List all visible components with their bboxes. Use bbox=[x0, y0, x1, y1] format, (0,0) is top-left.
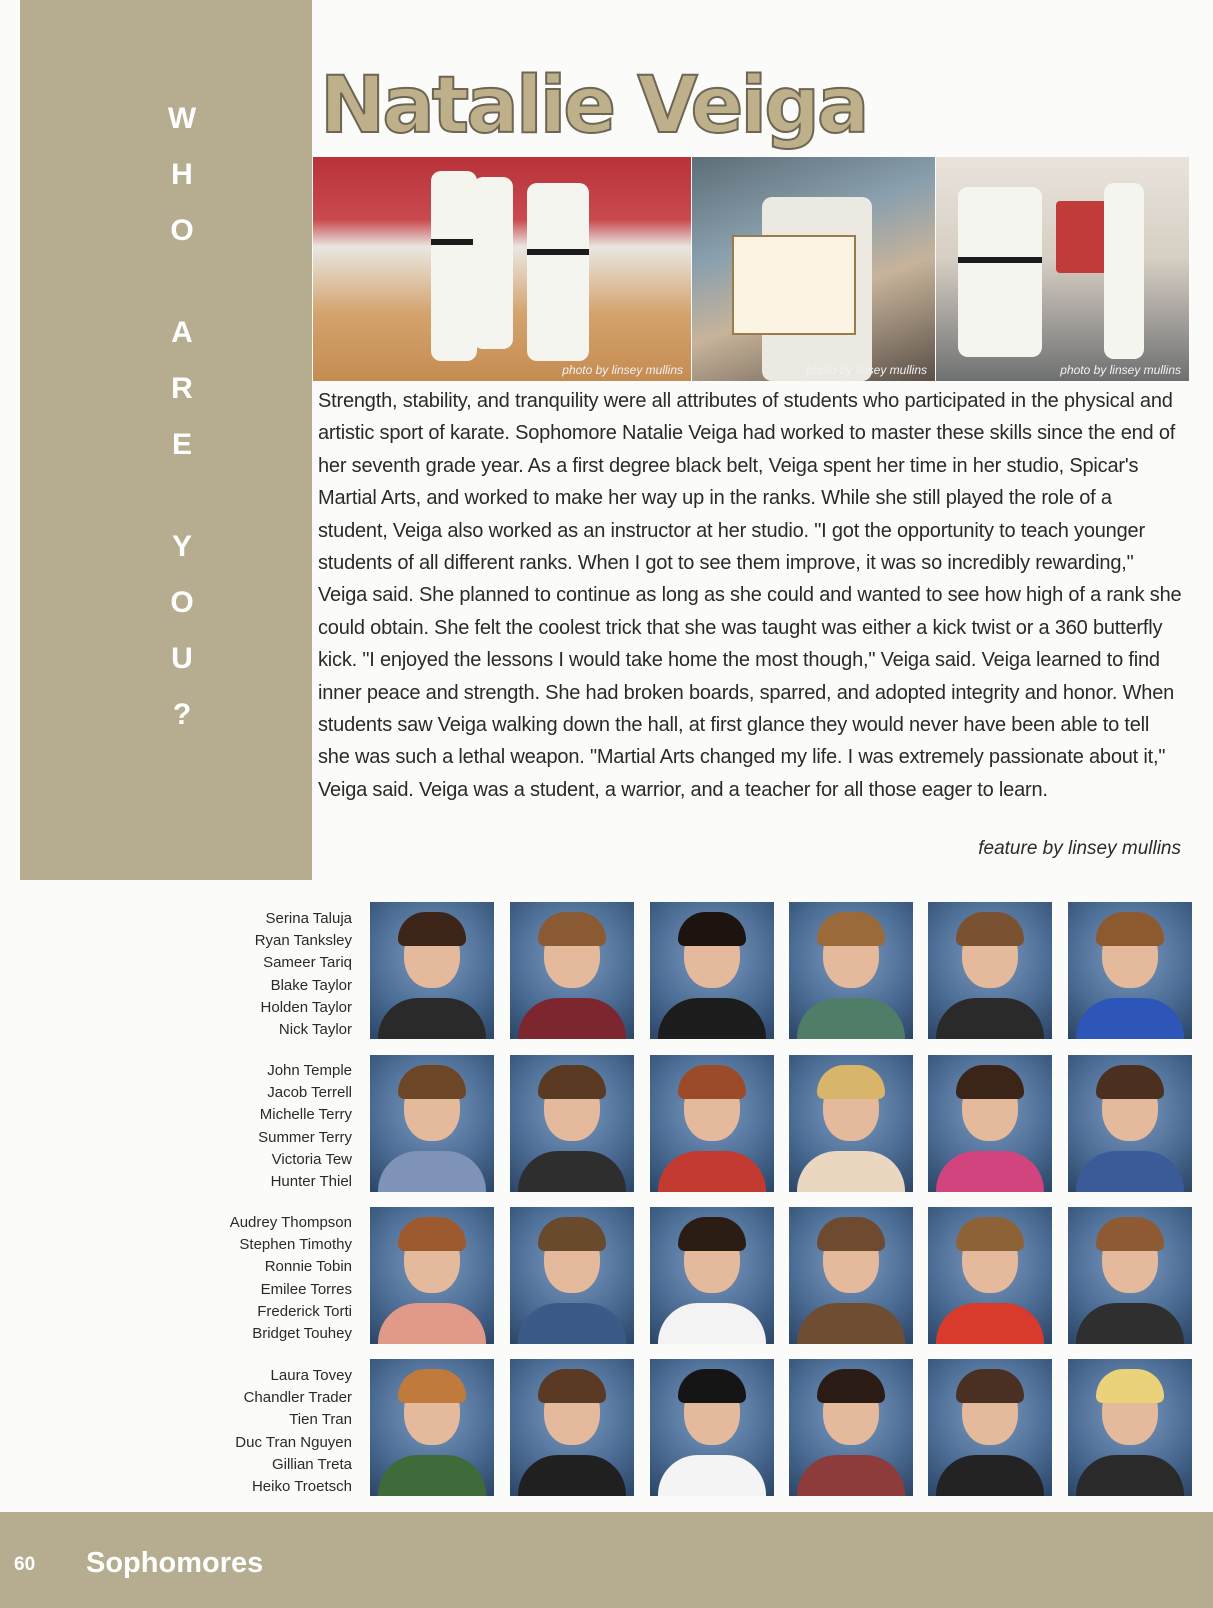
portrait-shirt bbox=[797, 1303, 905, 1344]
page-footer bbox=[0, 1512, 1213, 1608]
student-portrait bbox=[650, 1207, 774, 1344]
student-name: John Temple bbox=[267, 1062, 352, 1079]
sidebar-letter: O bbox=[170, 586, 194, 619]
student-portrait bbox=[1068, 902, 1192, 1039]
portrait-shirt bbox=[518, 1303, 626, 1344]
portrait-hair bbox=[538, 1065, 606, 1099]
portrait-shirt bbox=[1076, 1455, 1184, 1496]
portrait-shirt bbox=[518, 1455, 626, 1496]
student-portrait bbox=[789, 1055, 913, 1192]
student-portrait bbox=[370, 902, 494, 1039]
certificate bbox=[732, 235, 856, 335]
student-name: Stephen Timothy bbox=[239, 1236, 352, 1254]
portrait-hair bbox=[1096, 1217, 1164, 1251]
sidebar-letter: Y bbox=[171, 530, 192, 563]
portrait-hair bbox=[398, 1369, 466, 1403]
roster-name-column bbox=[190, 1212, 352, 1345]
feature-byline: feature by linsey mullins bbox=[978, 838, 1181, 859]
student-name: Serina Taluja bbox=[265, 910, 352, 927]
portrait-hair bbox=[1096, 912, 1164, 946]
student-name: Emilee Torres bbox=[260, 1280, 352, 1298]
student-name: Nick Taylor bbox=[278, 1021, 352, 1039]
photo-belt bbox=[431, 239, 477, 245]
student-name: Bridget Touhey bbox=[252, 1325, 352, 1343]
photo-figure bbox=[1104, 183, 1144, 359]
student-portrait bbox=[510, 902, 634, 1039]
student-name: Heiko Troetsch bbox=[251, 1478, 352, 1496]
portrait-shirt bbox=[518, 998, 626, 1039]
student-name: Gillian Treta bbox=[271, 1455, 352, 1473]
portrait-hair bbox=[398, 912, 466, 946]
portrait-hair bbox=[398, 1217, 466, 1251]
photo-belt bbox=[958, 257, 1042, 263]
portrait-shirt bbox=[797, 1151, 905, 1192]
student-portrait bbox=[510, 1055, 634, 1192]
student-name: Hunter Thiel bbox=[270, 1173, 352, 1191]
student-portrait bbox=[1068, 1359, 1192, 1496]
portrait-hair bbox=[538, 1369, 606, 1403]
sidebar-letter: O bbox=[170, 214, 194, 247]
portrait-hair bbox=[678, 1217, 746, 1251]
feature-article: Strength, stability, and tranquility were all attributes of students who participated in the physical and artistic sport of karate. Sophomore Natalie Veiga had worked to master these skills since the end of her seventh grade year. As a first degree black belt, Veiga spent her time in her studio, Spicar's Martial Arts, and worked to make her way up in the ranks. While she still played the role of a student, Veiga also worked as an instructor at her studio. "I got the opportunity to teach younger students of all different ranks. When I got to see them improve, it was so incredibly rewarding," Veiga said. She planned to continue as long as she could and wanted to see how high of a rank she could obtain. She felt the coolest trick that she was taught was either a kick twist or a 360 butterfly kick. "I enjoyed the lessons I would take home the most though," Veiga said. Veiga learned to find inner peace and strength. She had broken boards, sparred, and adopted integrity and honor. When students saw Veiga walking down the hall, at first glance they would never have been able to tell she was such a lethal weapon. "Martial Arts changed my life. I was extremely passionate about it," Veiga said. Veiga was a student, a warrior, and a teacher for all those eager to learn. bbox=[318, 390, 1182, 801]
portrait-hair bbox=[817, 1369, 885, 1403]
photo-figure bbox=[958, 187, 1042, 357]
portrait-hair bbox=[1096, 1369, 1164, 1403]
roster-name-column bbox=[190, 908, 352, 1041]
photo-figure bbox=[473, 177, 513, 349]
student-name: Ronnie Tobin bbox=[264, 1258, 352, 1276]
sidebar-letter: W bbox=[167, 102, 197, 135]
student-name: Holden Taylor bbox=[260, 998, 352, 1016]
student-portrait bbox=[789, 1359, 913, 1496]
student-name: Duc Tran Nguyen bbox=[235, 1433, 352, 1451]
portrait-hair bbox=[956, 912, 1024, 946]
photo-figure bbox=[527, 183, 589, 361]
portrait-shirt bbox=[378, 1455, 486, 1496]
student-portrait bbox=[510, 1207, 634, 1344]
portrait-shirt bbox=[936, 1151, 1044, 1192]
student-name: Chandler Trader bbox=[243, 1389, 352, 1407]
portrait-shirt bbox=[658, 1303, 766, 1344]
portrait-shirt bbox=[378, 998, 486, 1039]
portrait-shirt bbox=[1076, 1303, 1184, 1344]
student-name: Michelle Terry bbox=[259, 1106, 352, 1124]
portrait-hair bbox=[817, 912, 885, 946]
student-portrait bbox=[928, 1359, 1052, 1496]
portrait-hair bbox=[398, 1065, 466, 1099]
section-name: Sophomores bbox=[86, 1547, 264, 1579]
student-name: Victoria Tew bbox=[271, 1150, 352, 1168]
portrait-hair bbox=[1096, 1065, 1164, 1099]
page-number: 60 bbox=[14, 1554, 36, 1575]
kick-practice-photo bbox=[936, 157, 1189, 381]
portrait-shirt bbox=[797, 998, 905, 1039]
vertical-heading bbox=[162, 104, 202, 756]
student-name: Sameer Tariq bbox=[263, 954, 352, 972]
portrait-hair bbox=[678, 1369, 746, 1403]
student-name: Laura Tovey bbox=[270, 1367, 352, 1384]
photo-credit: photo by linsey mullins bbox=[562, 363, 683, 377]
portrait-hair bbox=[956, 1369, 1024, 1403]
portrait-shirt bbox=[936, 998, 1044, 1039]
photo-figure bbox=[431, 171, 477, 361]
student-portrait bbox=[928, 902, 1052, 1039]
student-portrait bbox=[650, 1055, 774, 1192]
sidebar-letter: H bbox=[171, 158, 193, 191]
student-portrait bbox=[1068, 1207, 1192, 1344]
roster-name-column bbox=[190, 1365, 352, 1498]
sidebar-letter: ? bbox=[172, 698, 192, 731]
karate-demo-photo bbox=[313, 157, 691, 381]
certificate-photo bbox=[692, 157, 935, 381]
portrait-shirt bbox=[518, 1151, 626, 1192]
roster-name-column bbox=[190, 1060, 352, 1193]
portrait-hair bbox=[956, 1065, 1024, 1099]
portrait-shirt bbox=[1076, 998, 1184, 1039]
student-portrait bbox=[789, 1207, 913, 1344]
student-name: Ryan Tanksley bbox=[254, 932, 352, 950]
who-are-you-sidebar bbox=[20, 0, 312, 880]
student-portrait bbox=[510, 1359, 634, 1496]
student-portrait bbox=[650, 1359, 774, 1496]
student-name: Audrey Thompson bbox=[229, 1214, 352, 1231]
portrait-shirt bbox=[378, 1303, 486, 1344]
portrait-shirt bbox=[658, 1151, 766, 1192]
portrait-shirt bbox=[1076, 1151, 1184, 1192]
sidebar-letter: U bbox=[171, 642, 193, 675]
student-name: Jacob Terrell bbox=[267, 1084, 352, 1102]
portrait-shirt bbox=[378, 1151, 486, 1192]
student-portrait bbox=[370, 1207, 494, 1344]
student-portrait bbox=[370, 1055, 494, 1192]
student-name: Blake Taylor bbox=[270, 976, 352, 994]
photo-credit: photo by linsey mullins bbox=[806, 363, 927, 377]
portrait-shirt bbox=[658, 1455, 766, 1496]
photo-belt bbox=[527, 249, 589, 255]
student-portrait bbox=[1068, 1055, 1192, 1192]
student-name: Summer Terry bbox=[258, 1128, 352, 1146]
portrait-hair bbox=[538, 912, 606, 946]
student-name: Frederick Torti bbox=[257, 1302, 352, 1320]
photo-credit: photo by linsey mullins bbox=[1060, 363, 1181, 377]
portrait-shirt bbox=[658, 998, 766, 1039]
student-portrait bbox=[928, 1055, 1052, 1192]
portrait-shirt bbox=[936, 1303, 1044, 1344]
portrait-shirt bbox=[936, 1455, 1044, 1496]
sidebar-letter: A bbox=[171, 316, 193, 349]
student-portrait bbox=[370, 1359, 494, 1496]
portrait-hair bbox=[817, 1065, 885, 1099]
portrait-hair bbox=[817, 1217, 885, 1251]
student-name: Tien Tran bbox=[289, 1411, 352, 1429]
portrait-hair bbox=[956, 1217, 1024, 1251]
student-portrait bbox=[650, 902, 774, 1039]
student-portrait bbox=[789, 902, 913, 1039]
sidebar-letter: R bbox=[171, 372, 193, 405]
sidebar-letter: E bbox=[171, 428, 192, 461]
portrait-hair bbox=[538, 1217, 606, 1251]
portrait-hair bbox=[678, 1065, 746, 1099]
portrait-shirt bbox=[797, 1455, 905, 1496]
portrait-hair bbox=[678, 912, 746, 946]
feature-title: Natalie Veiga bbox=[320, 61, 867, 151]
student-portrait bbox=[928, 1207, 1052, 1344]
